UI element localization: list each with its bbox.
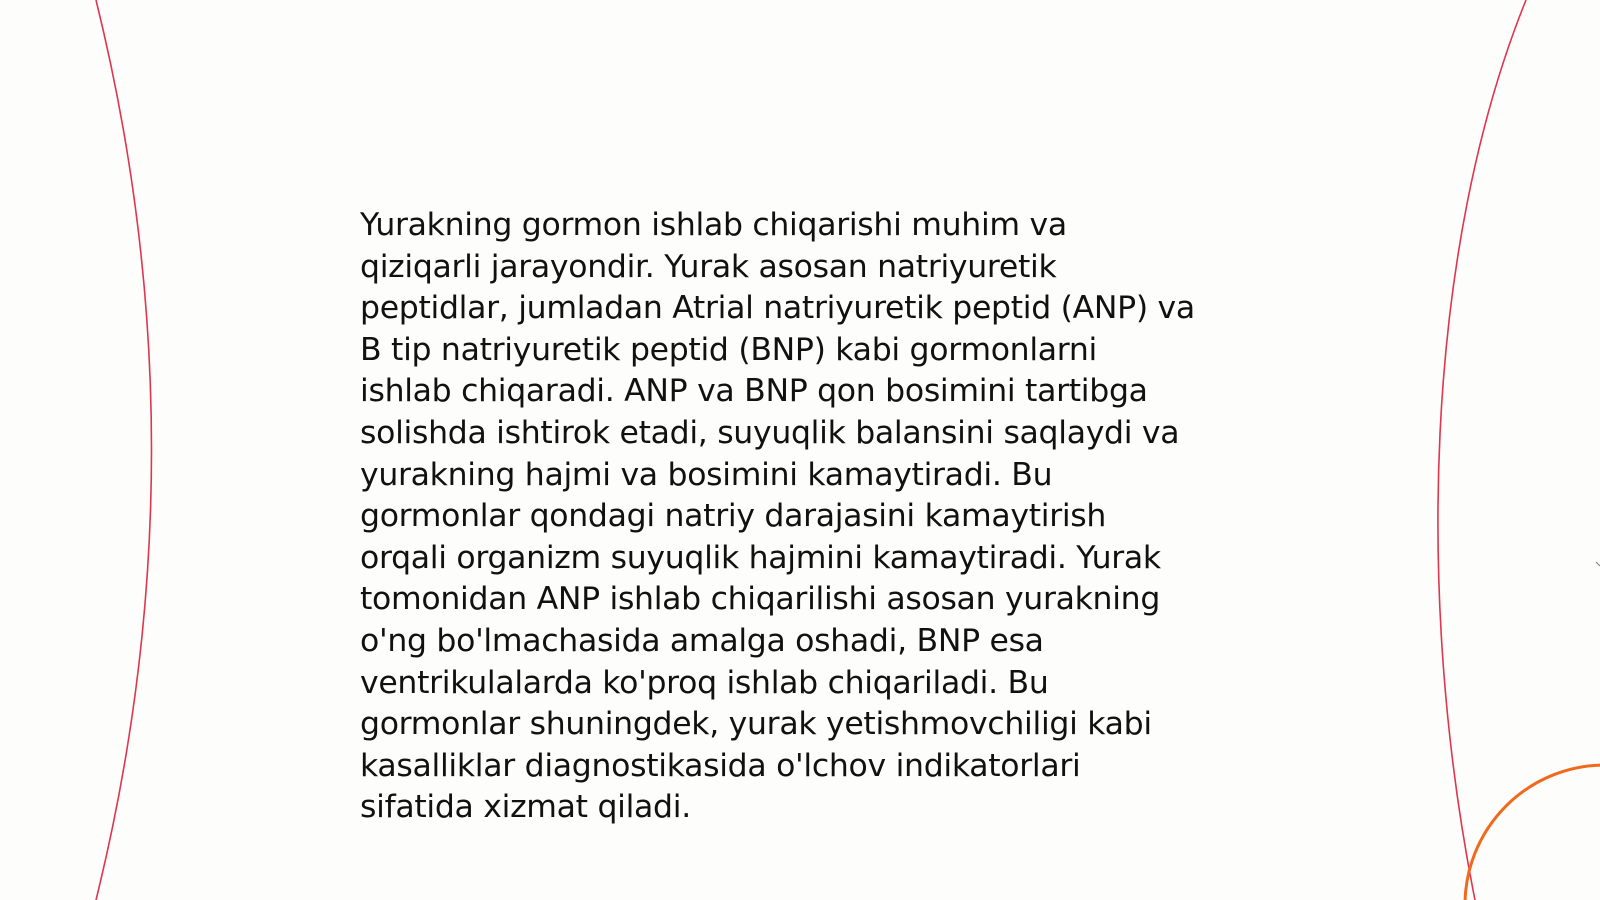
left-arc [96, 0, 152, 900]
paragraph-line-9: orqali organizm suyuqlik hajmini kamaytiradi. Yurak [360, 539, 1161, 576]
paragraph-line-15: sifatida xizmat qiladi. [360, 789, 691, 826]
paragraph-line-12: ventrikulalarda ko'proq ishlab chiqariladi. Bu [360, 664, 1049, 701]
body-paragraph [360, 205, 1240, 829]
paragraph-line-10: tomonidan ANP ishlab chiqarilishi asosan yurakning [360, 581, 1161, 618]
paragraph-line-4: B tip natriyuretik peptid (BNP) kabi gormonlarni [360, 331, 1098, 368]
paragraph-line-1: Yurakning gormon ishlab chiqarishi muhim va [360, 207, 1067, 243]
paragraph-line-3: peptidlar, jumladan Atrial natriyuretik peptid (ANP) va [360, 290, 1195, 327]
paragraph-line-2: qiziqarli jarayondir. Yurak asosan natriyuretik [360, 248, 1057, 285]
paragraph-line-6: solishda ishtirok etadi, suyuqlik balansini saqlaydi va [360, 414, 1180, 451]
orange-circle [1465, 765, 1600, 900]
small-tick-mark [1596, 562, 1600, 566]
paragraph-line-8: gormonlar qondagi natriy darajasini kamaytirish [360, 498, 1107, 535]
paragraph-line-11: o'ng bo'lmachasida amalga oshadi, BNP esa [360, 622, 1044, 659]
right-arc [1438, 0, 1526, 900]
paragraph-line-14: kasalliklar diagnostikasida o'lchov indikatorlari [360, 747, 1081, 784]
paragraph-line-13: gormonlar shuningdek, yurak yetishmovchiligi kabi [360, 706, 1152, 743]
paragraph-line-5: ishlab chiqaradi. ANP va BNP qon bosimini tartibga [360, 373, 1148, 410]
paragraph-line-7: yurakning hajmi va bosimini kamaytiradi. Bu [360, 456, 1053, 493]
